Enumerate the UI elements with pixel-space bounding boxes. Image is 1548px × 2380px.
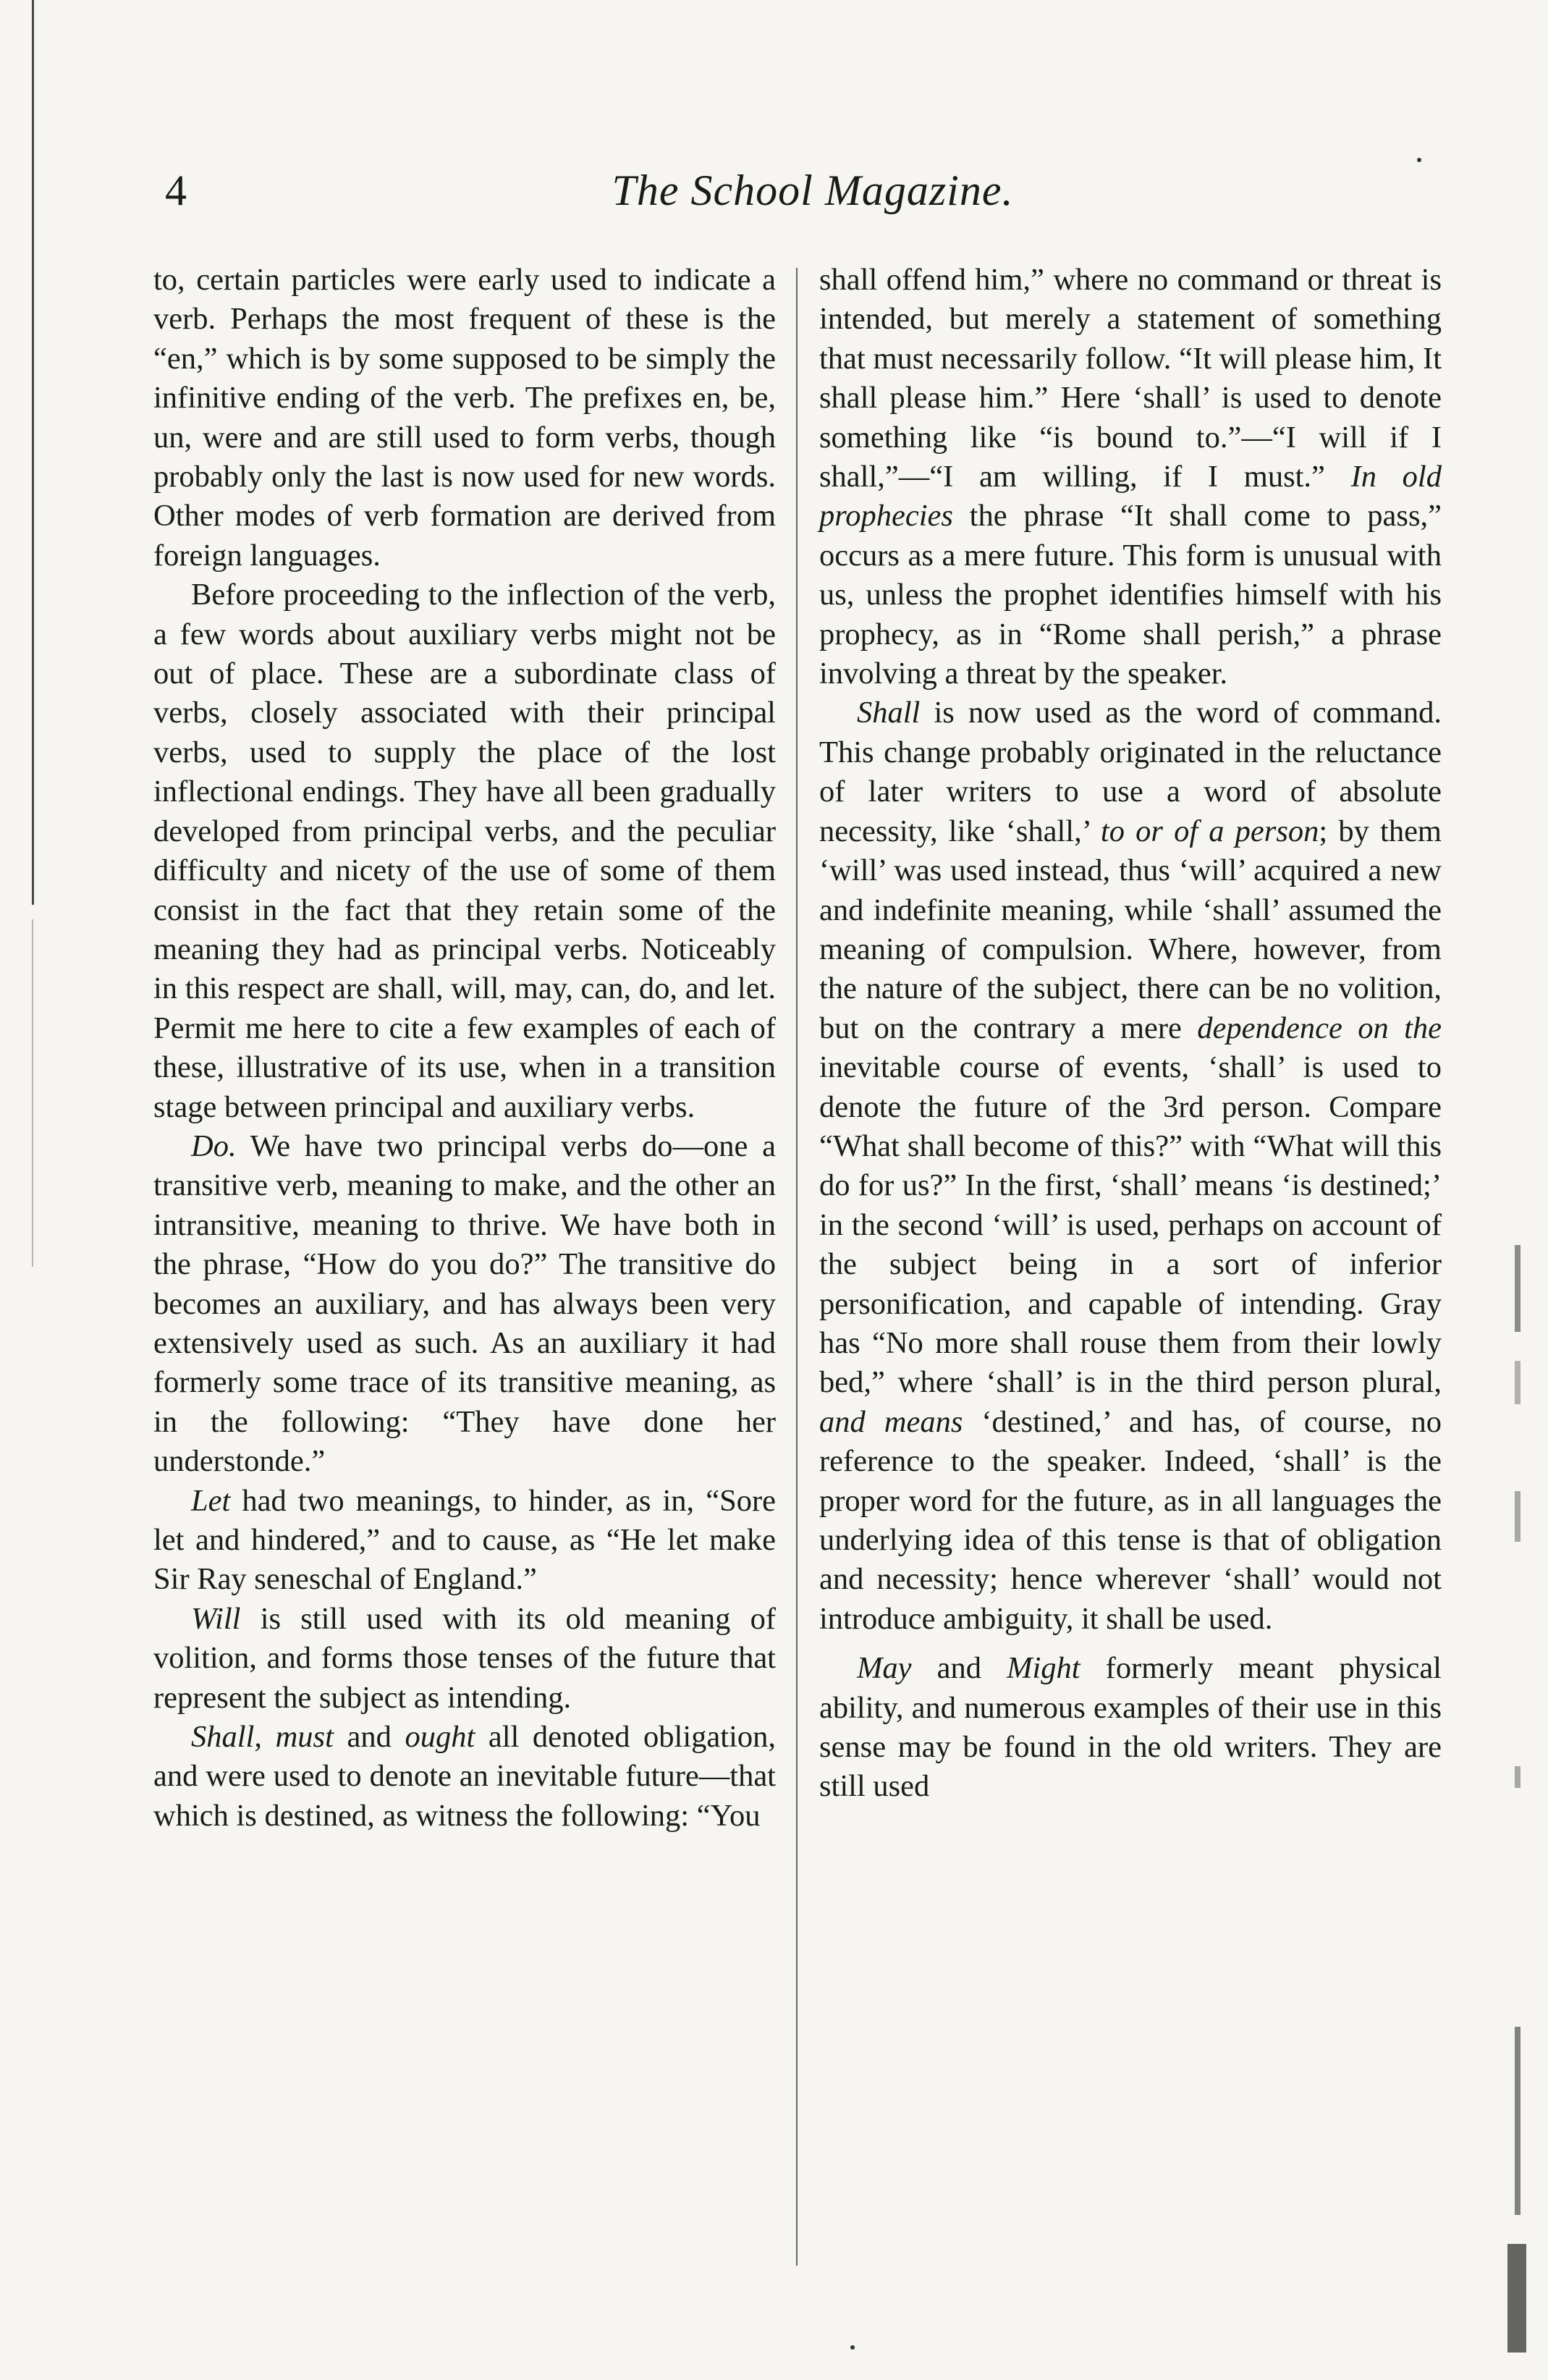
scan-edge-mark bbox=[1515, 1491, 1520, 1542]
term-italic: Do. bbox=[191, 1128, 237, 1163]
term-italic: must bbox=[275, 1720, 334, 1755]
scan-speck bbox=[850, 2345, 855, 2350]
term-italic: Shall bbox=[191, 1720, 255, 1755]
paragraph-text: the phrase “It shall come to pass,” occurs as a mere future. This form is unusual with us, unless the prophet identifies himself with his prophecy, as in “Rome shall perish,” a phrase involving a threat by the speaker. bbox=[819, 499, 1442, 691]
page-edge-rule bbox=[32, 0, 34, 905]
paragraph-text: ‘destined,’ and has, of course, no reference to the speaker. Indeed, ‘shall’ is the proper word for the future, as in all languages the underlying idea of this tense is that of obligation and necessity; hence wherever ‘shall’ would not introduce ambiguity, it shall be used. bbox=[819, 1404, 1442, 1636]
separator-text: and bbox=[911, 1651, 1007, 1686]
paragraph: to, certain particles were early used to indicate a verb. Perhaps the most frequent of these is the “en,” which is by some supposed to be simply the infinitive ending of the verb. The prefixes en, be, un, were and are still used to form verbs, though probably only the last is now used for new words. Other modes of verb formation are derived from foreign languages. bbox=[153, 263, 776, 573]
phrase-italic: dependence on the bbox=[1197, 1010, 1442, 1045]
running-title: The School Magazine. bbox=[612, 166, 1014, 214]
paragraph bbox=[153, 1127, 776, 1482]
paragraph-text: shall offend him,” where no command or threat is intended, but merely a statement of something that must necessarily follow. “It will please him, It shall please him.” Here ‘shall’ is used to denote something like “is bound to.”—“I will if I shall,”—“I am willing, if I must.” bbox=[819, 263, 1442, 494]
page-header bbox=[165, 158, 1460, 223]
scan-edge-mark bbox=[1515, 2027, 1520, 2215]
term-italic: May bbox=[857, 1651, 912, 1686]
term-italic: Might bbox=[1007, 1651, 1080, 1686]
term-italic: Shall bbox=[857, 696, 921, 730]
paragraph bbox=[819, 693, 1442, 1639]
paragraph-text: inevitable course of events, ‘shall’ is used to denote the future of the 3rd person. Compare “What shall become of this?” with “What will this do for us?” In the first, ‘shall’ means ‘is destined;’ in the second ‘will’ is used, perhaps on account of the subject being in a sort of inferior personification, and capable of intending. Gray has “No more shall rouse them from their lowly bed,” where ‘shall’ is in the third person plural, bbox=[819, 1050, 1442, 1400]
separator-text: , bbox=[254, 1720, 276, 1755]
paragraph-text: ; by them ‘will’ was used instead, thus ‘will’ acquired a new and indefinite meaning, while ‘shall’ assumed the meaning of compulsion. Where, however, from the nature of the subject, there can be no volition, but on the contrary a mere bbox=[819, 814, 1442, 1045]
paragraph-text: had two meanings, to hinder, as in, “Sore let and hindered,” and to cause, as “He let make Sir Ray seneschal of England.” bbox=[153, 1483, 776, 1597]
phrase-italic: to or of a person bbox=[1100, 814, 1319, 848]
scan-edge-mark bbox=[1515, 1766, 1520, 1788]
paragraph-text: is now used as the word of command. This change probably originated in the reluctance of later writers to use a word of absolute necessity, like ‘shall,’ bbox=[819, 696, 1442, 848]
right-column bbox=[819, 261, 1442, 1807]
paragraph bbox=[153, 1718, 776, 1836]
paragraph-text: is still used with its old meaning of volition, and forms those tenses of the future that represent the subject as intending. bbox=[153, 1601, 776, 1715]
scan-edge-mark bbox=[1515, 1361, 1520, 1404]
paragraph: Before proceeding to the inflection of the verb, a few words about auxiliary verbs might not be out of place. These are a subordinate class of verbs, closely associated with their principal verbs, used to supply the place of the lost inflectional endings. They have all been gradually developed from principal verbs, and the peculiar difficulty and nicety of the use of some of them consist in the fact that they retain some of the meaning they had as principal verbs. Noticeably in this respect are shall, will, may, can, do, and let. Permit me here to cite a few examples of each of these, illustrative of its use, when in a transition stage between principal and auxiliary verbs. bbox=[153, 578, 776, 1124]
paragraph-text: all denoted obligation, and were used to denote an inevitable future—that which is destined, as witness the following: “You bbox=[153, 1720, 776, 1833]
term-italic: ought bbox=[405, 1720, 475, 1755]
paragraph bbox=[153, 1600, 776, 1718]
paragraph-text: We have two principal verbs do—one a transitive verb, meaning to make, and the other an intransitive, meaning to thrive. We have both in the phrase, “How do you do?” The transitive do becomes an auxiliary, and has always been very extensively used as such. As an auxiliary it had formerly some trace of its transitive meaning, as in the following: “They have done her understonde.” bbox=[153, 1128, 776, 1479]
paragraph bbox=[819, 261, 1442, 693]
scan-edge-mark bbox=[1515, 1245, 1520, 1332]
paragraph-text: formerly meant physical ability, and numerous examples of their use in this sense may be found in the old writers. They are still used bbox=[819, 1651, 1442, 1804]
term-italic: Let bbox=[191, 1483, 231, 1518]
phrase-italic: and means bbox=[819, 1404, 963, 1439]
term-italic: Will bbox=[191, 1601, 241, 1636]
separator-text: and bbox=[333, 1720, 405, 1755]
scan-edge-mark bbox=[1507, 2244, 1526, 2352]
page-number: 4 bbox=[165, 166, 187, 214]
paragraph bbox=[153, 1482, 776, 1600]
column-divider bbox=[796, 268, 798, 2266]
paragraph bbox=[819, 1649, 1442, 1807]
left-column bbox=[153, 261, 776, 1836]
page-edge-rule-faint bbox=[32, 919, 33, 1267]
phrase-italic: In old prophecies bbox=[819, 460, 1442, 533]
